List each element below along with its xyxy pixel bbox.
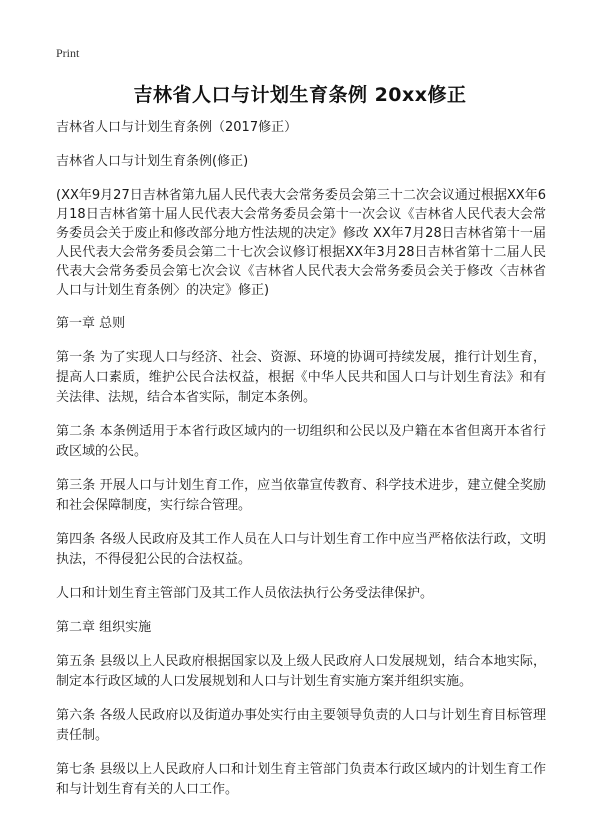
article-7: 第七条 县级以上人民政府人口和计划生育主管部门负责本行政区域内的计划生育工作和与计划生育有关的人口工作。	[56, 762, 546, 797]
subtitle-year: 吉林省人口与计划生育条例（2017修正）	[56, 120, 298, 135]
article-1: 第一条 为了实现人口与经济、社会、资源、环境的协调可持续发展，推行计划生育，提高人口素质，维护公民合法权益，根据《中华人民共和国人口与计划生育法》和有关法律、法规，结合本省实际，制定本条例。	[56, 350, 546, 405]
article-4-note: 人口和计划生育主管部门及其工作人员依法执行公务受法律保护。	[56, 586, 434, 601]
document-body	[56, 118, 546, 814]
chapter-heading-1: 第一章 总则	[56, 316, 126, 331]
article-3: 第三条 开展人口与计划生育工作，应当依靠宣传教育、科学技术进步，建立健全奖励和社会保障制度，实行综合管理。	[56, 478, 546, 513]
article-4: 第四条 各级人民政府及其工作人员在人口与计划生育工作中应当严格依法行政，文明执法，不得侵犯公民的合法权益。	[56, 532, 546, 567]
article-5: 第五条 县级以上人民政府根据国家以及上级人民政府人口发展规划，结合本地实际，制定本行政区域的人口发展规划和人口与计划生育实施方案并组织实施。	[56, 654, 546, 689]
document-title: 吉林省人口与计划生育条例 20xx修正	[133, 84, 467, 106]
subtitle-amend: 吉林省人口与计划生育条例(修正)	[56, 154, 249, 169]
legislative-history: (XX年9月27日吉林省第九届人民代表大会常务委员会第三十二次会议通过根据XX年6月18日吉林省第十届人民代表大会常务委员会第十一次会议《吉林省人民代表大会常务委员会关于废止和修改部分地方性法规的决定》修改 XX年7月28日吉林省第十一届人民代表大会常务委员会第二十七次会议修订根据XX年3月28日吉林省第十二届人民代表大会常务委员会第七次会议《吉林省人民代表大会常务委员会关于修改〈吉林省人口与计划生育条例〉的决定》修正)	[56, 188, 546, 298]
article-2: 第二条 本条例适用于本省行政区域内的一切组织和公民以及户籍在本省但离开本省行政区域的公民。	[56, 424, 546, 459]
print-label: Print	[56, 46, 80, 60]
article-6: 第六条 各级人民政府以及街道办事处实行由主要领导负责的人口与计划生育目标管理责任制。	[56, 708, 546, 743]
chapter-heading-2: 第二章 组织实施	[56, 620, 152, 635]
